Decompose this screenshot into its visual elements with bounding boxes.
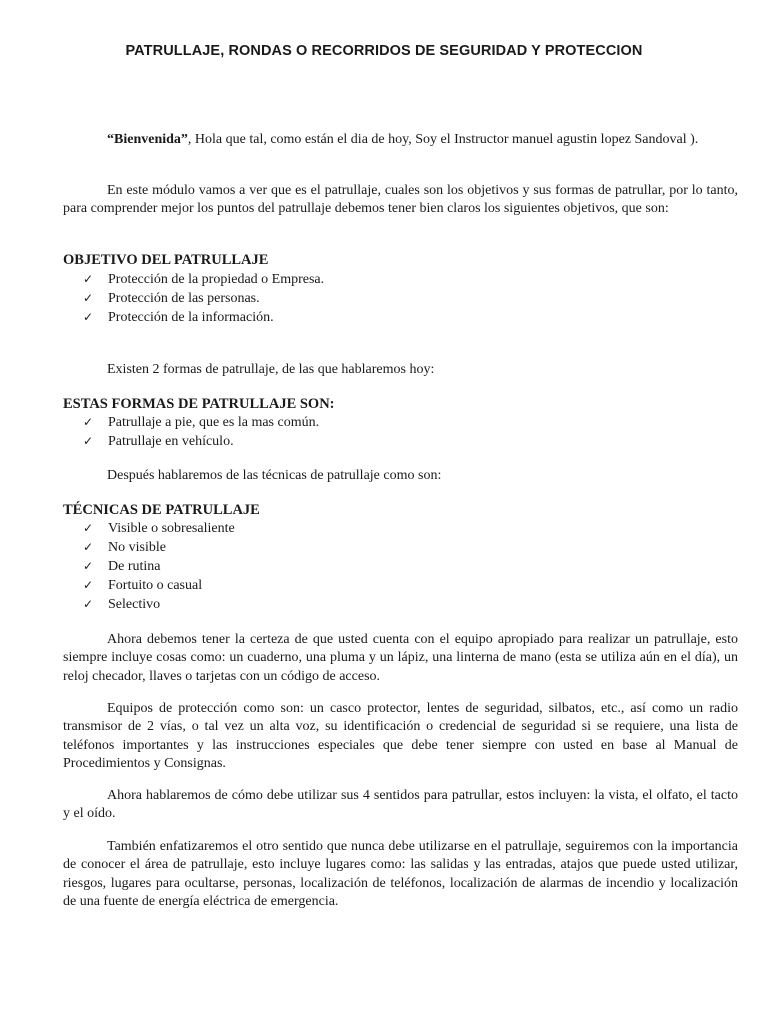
senses-paragraph (63, 787, 738, 824)
list-item (83, 413, 319, 432)
list-item-text: Patrullaje en vehículo. (108, 434, 234, 449)
check-icon: ✓ (83, 540, 94, 554)
list-item-text: Protección de la información. (108, 310, 274, 325)
techniques-list (83, 519, 235, 614)
list-item (83, 538, 235, 557)
equipment-text: Ahora debemos tener la certeza de que usted cuenta con el equipo apropiado para realizar un patrullaje, esto siempre incluye cosas como: un cuaderno, una pluma y un lápiz, una linterna de mano (esta se utiliza aún en el día), un reloj checador, llaves o tarjetas con un código de acceso. (63, 632, 738, 684)
intro-text: En este módulo vamos a ver que es el patrullaje, cuales son los objetivos y sus formas de patrullar, por lo tanto, para comprender mejor los puntos del patrullaje debemos tener bien claros los siguientes objetivos, que son: (63, 183, 738, 217)
list-item (83, 289, 324, 308)
equipment-paragraph (63, 631, 738, 686)
list-item-text: De rutina (108, 559, 161, 574)
check-icon: ✓ (83, 597, 94, 611)
list-item-text: Protección de las personas. (108, 291, 260, 306)
check-icon: ✓ (83, 291, 94, 305)
check-icon: ✓ (83, 310, 94, 324)
list-item (83, 308, 324, 327)
list-item-text: No visible (108, 540, 166, 555)
area-text: También enfatizaremos el otro sentido que nunca debe utilizarse en el patrullaje, seguiremos con la importancia de conocer el área de patrullaje, esto incluye lugares como: las salidas y las entradas, atajos que puede usted utilizar, riesgos, lugares para ocultarse, personas, localización de teléfonos, localización de alarmas de incendio y localización de una fuente de energía eléctrica de emergencia. (63, 839, 738, 909)
list-item-text: Visible o sobresaliente (108, 521, 235, 536)
techniques-intro: Después hablaremos de las técnicas de patrullaje como son: (107, 468, 442, 483)
list-item-text: Patrullaje a pie, que es la mas común. (108, 415, 320, 430)
list-item-text: Selectivo (108, 597, 161, 612)
objectives-list (83, 270, 324, 327)
list-item (83, 557, 235, 576)
document-title: PATRULLAJE, RONDAS O RECORRIDOS DE SEGURIDAD Y PROTECCION (125, 43, 643, 59)
check-icon: ✓ (83, 434, 94, 448)
check-icon: ✓ (83, 559, 94, 573)
protection-paragraph (63, 700, 738, 773)
list-item (83, 519, 235, 538)
senses-text: Ahora hablaremos de cómo debe utilizar sus 4 sentidos para patrullar, estos incluyen: la vista, el olfato, el tacto y el oído. (63, 788, 738, 822)
forms-list (83, 413, 319, 451)
forms-intro: Existen 2 formas de patrullaje, de las que hablaremos hoy: (107, 362, 435, 377)
welcome-paragraph (63, 131, 738, 149)
check-icon: ✓ (83, 578, 94, 592)
welcome-text: , Hola que tal, como están el dia de hoy, Soy el Instructor manuel agustin lopez Sandoval ). (187, 132, 699, 147)
welcome-bold: “Bienvenida” (107, 132, 188, 147)
protection-text: Equipos de protección como son: un casco protector, lentes de seguridad, silbatos, etc., así como un radio transmisor de 2 vías, o tal vez un alta voz, su identificación o credencial de seguridad si se requiere, una lista de teléfonos importantes y las instrucciones especiales que debe tener siempre con usted en base al Manual de Procedimientos y Consignas. (63, 701, 738, 771)
list-item (83, 270, 324, 289)
list-item (83, 432, 319, 451)
check-icon: ✓ (83, 521, 94, 535)
objectives-heading: OBJETIVO DEL PATRULLAJE (63, 252, 269, 268)
check-icon: ✓ (83, 272, 94, 286)
techniques-heading: TÉCNICAS DE PATRULLAJE (63, 502, 260, 518)
list-item-text: Fortuito o casual (108, 578, 203, 593)
intro-paragraph (63, 182, 738, 219)
list-item (83, 595, 235, 614)
list-item (83, 576, 235, 595)
list-item-text: Protección de la propiedad o Empresa. (108, 272, 325, 287)
area-paragraph (63, 838, 738, 911)
forms-heading: ESTAS FORMAS DE PATRULLAJE SON: (63, 396, 335, 412)
check-icon: ✓ (83, 415, 94, 429)
